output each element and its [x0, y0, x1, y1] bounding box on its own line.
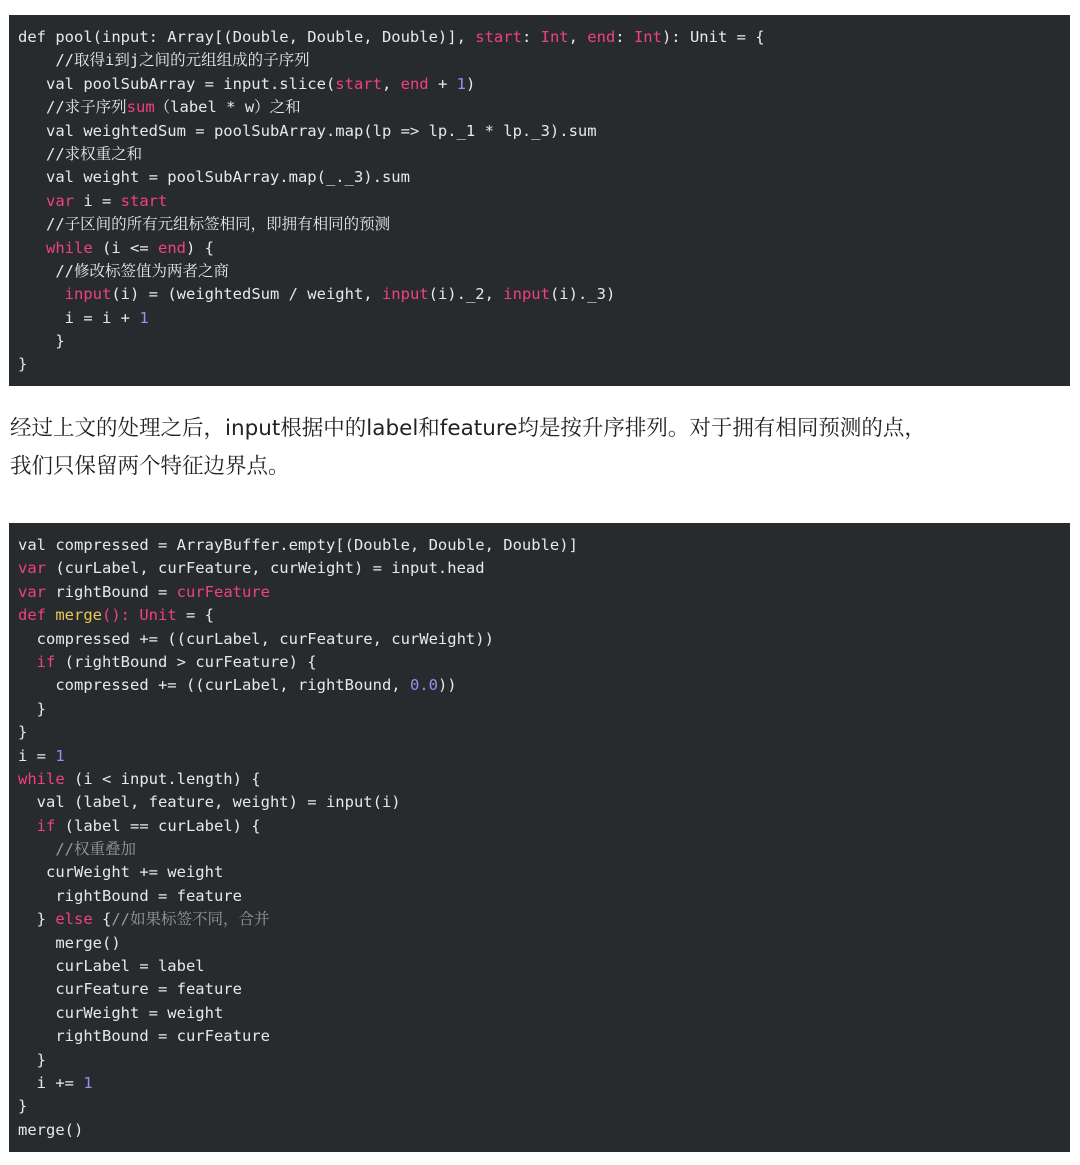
code-token: (i) = (weightedSum / weight, [111, 285, 382, 304]
code-token [18, 840, 55, 858]
code-line [18, 49, 1070, 72]
code-token: curLabel = label [18, 957, 205, 976]
code-token: rightBound = curFeature [18, 1027, 270, 1046]
code-token: + [428, 74, 457, 93]
code-line [18, 955, 1070, 978]
code-token: while [18, 769, 65, 788]
code-line [18, 534, 1070, 557]
code-token: )) [437, 676, 457, 695]
code-token: : [615, 28, 634, 46]
code-line [18, 581, 1070, 604]
code-token: //权重叠加 [55, 840, 136, 859]
code-line [18, 353, 1070, 376]
code-token: val poolSubArray = input.slice( [18, 74, 336, 93]
code-token: merge() [18, 1120, 84, 1139]
code-line [18, 190, 1070, 213]
code-token: , [381, 74, 401, 93]
code-block-pool [9, 15, 1070, 386]
code-token: end [400, 74, 429, 93]
code-line [18, 1072, 1070, 1095]
code-line [18, 557, 1070, 580]
code-token: var [46, 191, 74, 210]
code-token: input [381, 285, 429, 304]
code-token: (label == curLabel) { [55, 816, 261, 835]
code-token [18, 51, 55, 69]
code-token: sum [126, 98, 155, 117]
code-token: 1 [55, 746, 65, 765]
code-token: Int [540, 28, 569, 46]
code-line [18, 1002, 1070, 1025]
code-token: compressed += ((curLabel, curFeature, curWeight)) [18, 629, 494, 648]
code-token: } [18, 699, 46, 718]
code-line [18, 166, 1070, 189]
code-token: ) [465, 74, 476, 93]
code-line [18, 838, 1070, 861]
code-token: : [521, 28, 541, 46]
code-block-compress [9, 523, 1070, 1152]
code-token [46, 606, 55, 624]
code-line [18, 651, 1070, 674]
code-line [18, 885, 1070, 908]
code-token: curFeature [176, 582, 270, 601]
paragraph-line-2: 我们只保留两个特征边界点。 [10, 454, 290, 479]
code-line [18, 283, 1070, 306]
code-token: i = [74, 191, 121, 210]
code-token: //求权重之和 [46, 144, 143, 163]
code-line [18, 143, 1070, 166]
code-line [18, 791, 1070, 814]
code-line [18, 237, 1070, 260]
code-token: } [18, 1050, 46, 1069]
code-token: //如果标签不同，合并 [111, 910, 270, 929]
code-token: curWeight += weight [18, 863, 224, 882]
paragraph-line-1: 经过上文的处理之后，input根据中的label和feature均是按升序排列。对于拥有相同预测的点， [10, 416, 926, 441]
code-line [18, 698, 1070, 721]
article-paragraph [10, 410, 1070, 486]
code-token: input [503, 285, 550, 304]
code-token: = { [176, 606, 214, 625]
code-line [18, 96, 1070, 119]
code-token [18, 262, 55, 280]
code-token: ): Unit = { [661, 28, 765, 46]
code-token: curFeature = feature [18, 980, 242, 999]
code-line [18, 26, 1070, 49]
code-token: input [64, 285, 112, 304]
code-token [18, 653, 37, 671]
code-token: (): Unit [102, 606, 177, 625]
code-line [18, 1025, 1070, 1048]
code-token: val (label, feature, weight) = input(i) [18, 793, 401, 812]
code-token: rightBound = [46, 582, 177, 601]
code-line [18, 815, 1070, 838]
code-token: i += [18, 1073, 84, 1092]
code-token: //修改标签值为两者之商 [55, 261, 229, 280]
code-line [18, 861, 1070, 884]
code-token: val compressed = ArrayBuffer.empty[(Double, Double, Double)] [18, 536, 578, 554]
code-token: end [158, 238, 186, 257]
code-token: compressed += ((curLabel, rightBound, [18, 676, 410, 695]
code-token [18, 145, 46, 163]
code-token: i = i + [18, 308, 140, 327]
code-token: rightBound = feature [18, 886, 242, 905]
code-token: (rightBound > curFeature) { [55, 652, 317, 671]
code-token: (i <= [92, 238, 158, 257]
code-token: (i)._3) [549, 285, 616, 304]
code-line [18, 120, 1070, 143]
code-token [18, 817, 37, 835]
code-line [18, 73, 1070, 96]
code-line [18, 745, 1070, 768]
code-token: def pool(input: Array[(Double, Double, Double)], [18, 28, 476, 46]
code-token: 1 [83, 1073, 93, 1092]
code-token [18, 285, 65, 303]
code-token: def [18, 606, 46, 625]
code-token: //取得i到j之间的元组组成的子序列 [55, 51, 310, 70]
code-token: } [18, 1097, 28, 1116]
code-token: 1 [456, 74, 466, 93]
code-token: { [92, 910, 112, 929]
code-token: val weight = poolSubArray.map(_._3).sum [18, 168, 410, 187]
code-token: } [18, 355, 28, 374]
code-line [18, 932, 1070, 955]
code-token: merge() [18, 933, 121, 952]
code-token: start [475, 28, 522, 46]
code-token: end [587, 28, 616, 46]
code-line [18, 213, 1070, 236]
code-line [18, 1095, 1070, 1118]
code-line [18, 768, 1070, 791]
code-token: } [18, 910, 56, 929]
code-token: val weightedSum = poolSubArray.map(lp => lp._1 * lp._3).sum [18, 121, 597, 140]
code-token: ) { [186, 238, 214, 257]
code-token: (i)._2, [428, 285, 504, 304]
code-line [18, 674, 1070, 697]
code-token: } [18, 723, 28, 742]
code-token: var [18, 559, 46, 578]
code-line [18, 307, 1070, 330]
code-token: start [335, 74, 382, 93]
code-token: i = [18, 746, 56, 765]
code-line [18, 721, 1070, 744]
code-line [18, 978, 1070, 1001]
code-token [18, 239, 46, 257]
code-token: (curLabel, curFeature, curWeight) = input.head [46, 559, 485, 578]
code-token [18, 98, 46, 116]
code-line [18, 330, 1070, 353]
code-token: //子区间的所有元组标签相同，即拥有相同的预测 [46, 215, 391, 234]
code-token: curWeight = weight [18, 1003, 224, 1022]
code-line [18, 1119, 1070, 1142]
code-token: Int [633, 28, 662, 46]
code-line [18, 908, 1070, 931]
code-token: while [46, 238, 93, 257]
code-line [18, 628, 1070, 651]
code-token: if [36, 816, 56, 835]
code-token: 0.0 [409, 676, 438, 695]
code-token [18, 215, 46, 233]
code-token: merge [55, 606, 103, 625]
code-token: } [18, 332, 65, 351]
code-line [18, 260, 1070, 283]
code-line [18, 1049, 1070, 1072]
code-token: if [36, 652, 56, 671]
code-token [18, 192, 46, 210]
code-token: （label * w）之和 [154, 98, 301, 117]
code-token: //求子序列 [46, 98, 127, 117]
code-token: var [18, 582, 46, 601]
code-token: (i < input.length) { [64, 769, 261, 788]
code-token: start [120, 191, 168, 210]
code-token: else [55, 910, 93, 929]
code-token: 1 [139, 308, 149, 327]
code-line [18, 604, 1070, 627]
code-token: , [568, 28, 588, 46]
